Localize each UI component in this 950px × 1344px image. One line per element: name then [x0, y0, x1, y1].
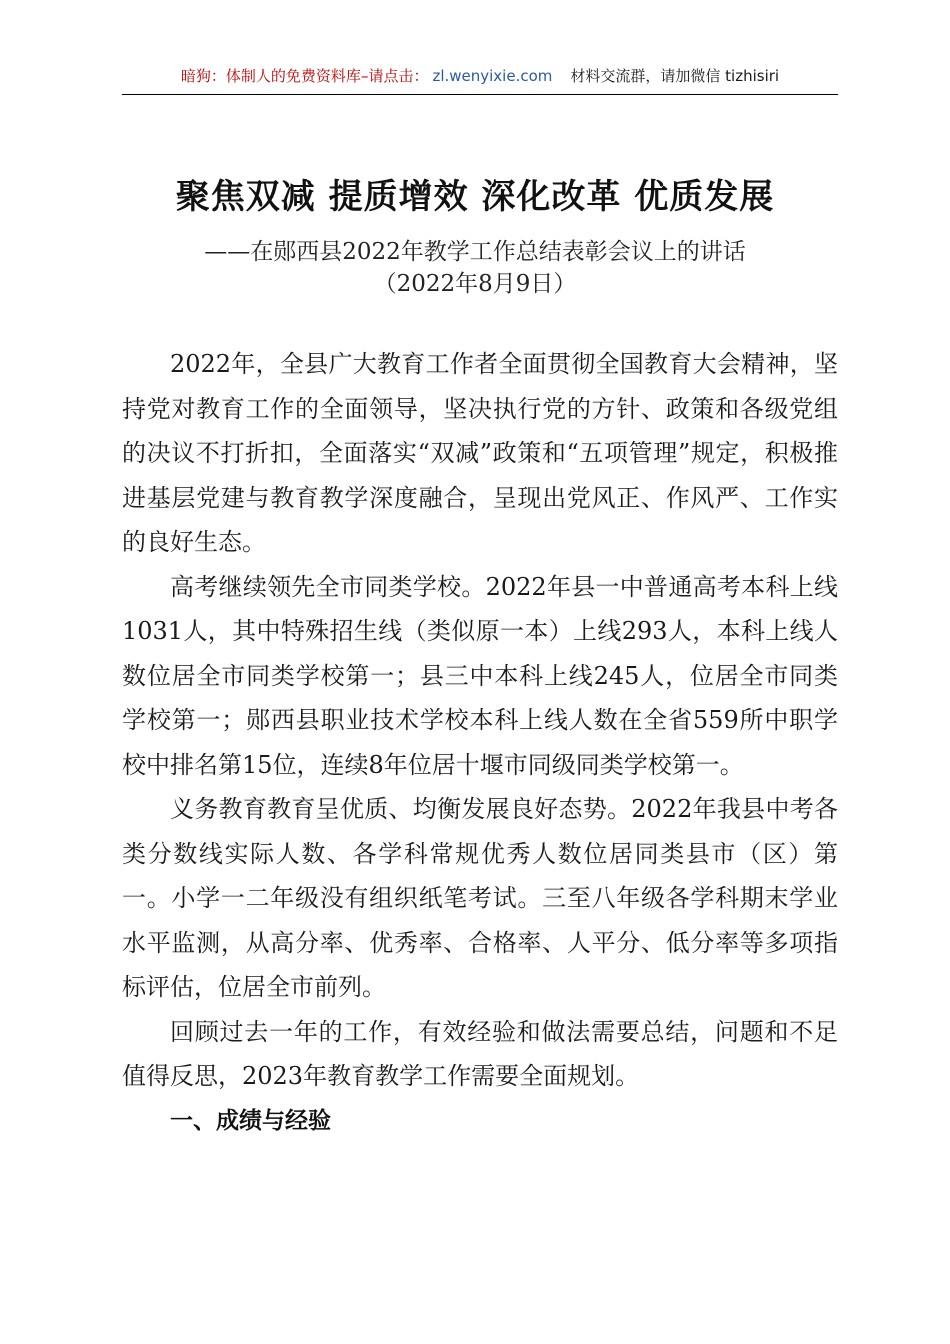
- paragraph: 2022年，全县广大教育工作者全面贯彻全国教育大会精神，坚持党对教育工作的全面领导，坚决执行党的方针、政策和各级党组的决议不打折扣，全面落实“双减”政策和“五项管理”规定，积极推进基层党建与教育教学深度融合，呈现出党风正、作风严、工作实的良好生态。: [122, 350, 838, 556]
- header-contact: 材料交流群，请加微信 tizhisiri: [570, 67, 780, 85]
- section-heading: 一、成绩与经验: [170, 1107, 331, 1134]
- paragraph: 回顾过去一年的工作，有效经验和做法需要总结，问题和不足值得反思，2023年教育教学工作需要全面规划。: [122, 1017, 838, 1090]
- header-prompt: –请点击：: [360, 67, 429, 85]
- header-link[interactable]: zl.wenyixie.com: [432, 67, 553, 85]
- document-subtitle: ——在郧西县2022年教学工作总结表彰会议上的讲话: [204, 239, 746, 265]
- document-date: （2022年8月9日）: [373, 271, 577, 297]
- paragraph: 义务教育教育呈优质、均衡发展良好态势。2022年我县中考各类分数线实际人数、各学科常规优秀人数位居同类县市（区）第一。小学一二年级没有组织纸笔考试。三至八年级各学科期末学业水平监测，从高分率、优秀率、合格率、人平分、低分率等多项指标评估，位居全市前列。: [122, 795, 838, 1001]
- document-body: [122, 342, 838, 1143]
- header-brand: 暗狗：体制人的免费资料库: [180, 67, 361, 85]
- document-title: 聚焦双减 提质增效 深化改革 优质发展: [175, 177, 775, 217]
- page-header: [122, 66, 838, 95]
- paragraph: 高考继续领先全市同类学校。2022年县一中普通高考本科上线1031人，其中特殊招生线（类似原一本）上线293人，本科上线人数位居全市同类学校第一；县三中本科上线245人，位居全市同类学校第一；郧西县职业技术学校本科上线人数在全省559所中职学校中排名第15位，连续8年位居十堰市同级同类学校第一。: [122, 572, 838, 779]
